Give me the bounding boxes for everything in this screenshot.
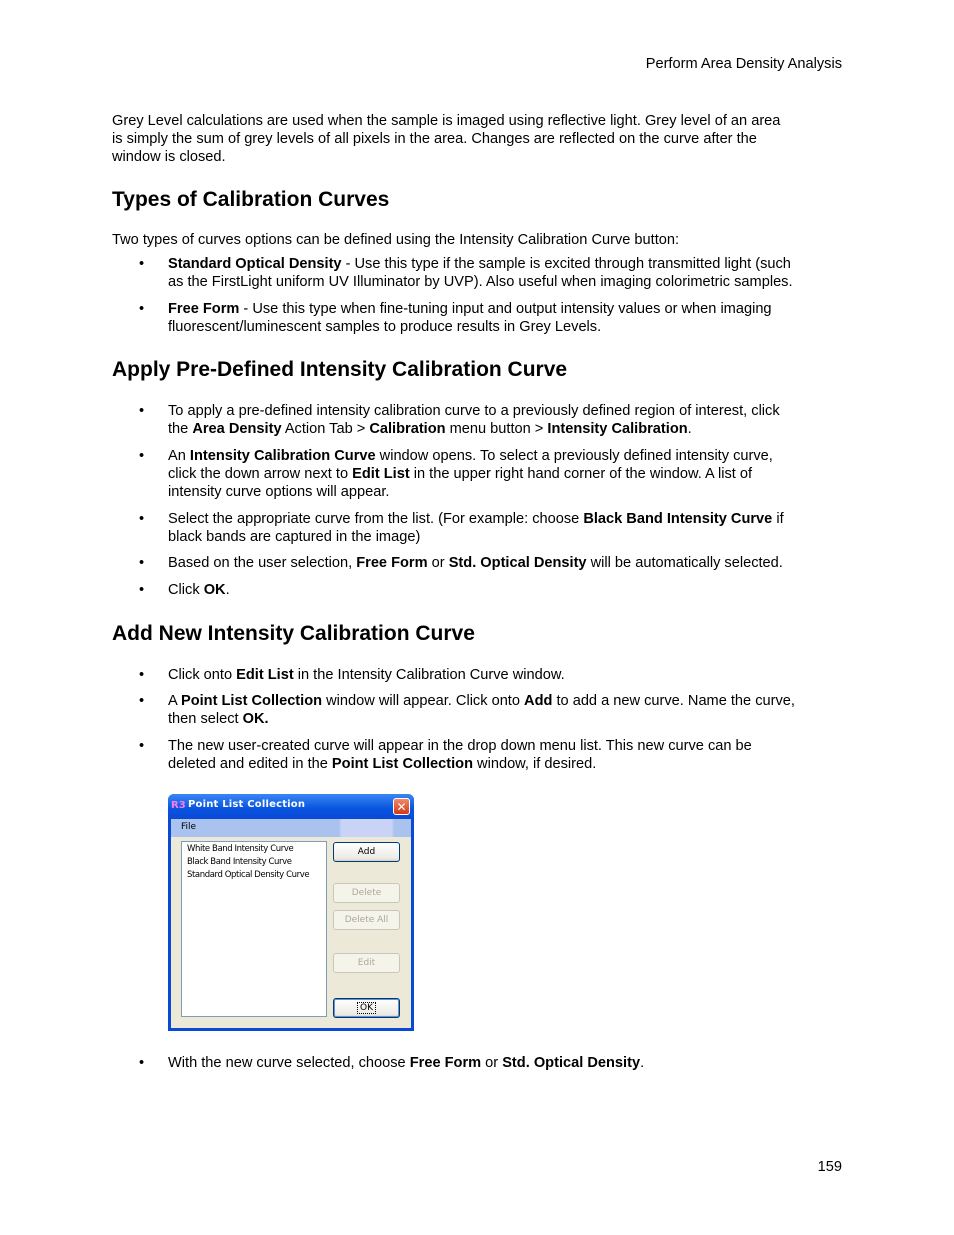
list-item[interactable]: White Band Intensity Curve xyxy=(187,844,294,854)
term: Intensity Calibration Curve xyxy=(189,448,376,464)
item-text: An xyxy=(168,448,190,464)
item-text: to add a new curve. Name the curve, xyxy=(552,693,795,709)
delete-all-button[interactable]: Delete All xyxy=(333,910,400,930)
item-text: Based on the user selection, xyxy=(168,555,357,571)
item-text: . xyxy=(225,582,230,598)
term: Intensity Calibration xyxy=(547,421,688,437)
term: Standard Optical Density xyxy=(168,256,342,272)
item-text: in the upper right hand corner of the window. A list of xyxy=(409,466,753,482)
term: Free Form xyxy=(168,301,240,317)
delete-button[interactable]: Delete xyxy=(333,883,400,903)
item-text: then select xyxy=(168,711,243,727)
bullet: • xyxy=(139,403,145,419)
list-item xyxy=(139,510,842,546)
item-text: A xyxy=(168,693,181,709)
menu-bar xyxy=(171,819,411,837)
item-text: With the new curve selected, choose xyxy=(168,1055,410,1071)
item-text: click the down arrow next to xyxy=(168,466,353,482)
item-text: or xyxy=(481,1055,503,1071)
list-item[interactable]: Black Band Intensity Curve xyxy=(187,857,292,867)
add-button[interactable]: Add xyxy=(333,842,400,862)
term: Std. Optical Density xyxy=(502,1055,641,1071)
bullet: • xyxy=(139,301,145,317)
term: OK xyxy=(203,582,226,598)
edit-button[interactable]: Edit xyxy=(333,953,400,973)
item-text: Click onto xyxy=(168,667,237,683)
item-text: as the FirstLight uniform UV Illuminator by UVP). Also useful when imaging colorimetric samples. xyxy=(168,274,793,290)
item-text: intensity curve options will appear. xyxy=(168,484,390,500)
term: Edit List xyxy=(352,466,410,482)
term: Point List Collection xyxy=(180,693,323,709)
curve-listbox[interactable] xyxy=(181,841,327,1017)
list-item xyxy=(139,402,842,438)
item-text: window, if desired. xyxy=(473,756,597,772)
term: Edit List xyxy=(236,667,294,683)
item-text: window will appear. Click onto xyxy=(322,693,525,709)
item-text: window opens. To select a previously defined intensity curve, xyxy=(375,448,773,464)
item-text: in the Intensity Calibration Curve window. xyxy=(293,667,565,683)
item-text: . xyxy=(640,1055,645,1071)
term: Free Form xyxy=(356,555,428,571)
bullet: • xyxy=(139,256,145,272)
section-heading-types: Types of Calibration Curves xyxy=(112,188,390,211)
list-item xyxy=(139,666,842,684)
intro-line: is simply the sum of grey levels of all pixels in the area. Changes are reflected on the curve after the xyxy=(112,131,757,147)
term: OK. xyxy=(242,711,269,727)
window-title: Point List Collection xyxy=(188,799,306,810)
page-number: 159 xyxy=(817,1159,842,1175)
item-text: - Use this type if the sample is excited through transmitted light (such xyxy=(341,256,791,272)
intro-line: window is closed. xyxy=(112,149,226,165)
item-text: the xyxy=(168,421,193,437)
list-item xyxy=(139,300,842,336)
title-bar[interactable] xyxy=(168,794,414,819)
bullet: • xyxy=(139,667,145,683)
item-text: To apply a pre-defined intensity calibration curve to a previously defined region of interest, click xyxy=(168,403,780,419)
point-list-collection-window xyxy=(168,794,414,1031)
intro-paragraph xyxy=(112,112,842,166)
list-item xyxy=(139,1054,842,1072)
list-item xyxy=(139,255,842,291)
item-text: menu button > xyxy=(445,421,548,437)
list-item xyxy=(139,554,842,572)
list-item xyxy=(139,581,842,599)
item-text: The new user-created curve will appear in the drop down menu list. This new curve can be xyxy=(168,738,752,754)
term: Point List Collection xyxy=(331,756,473,772)
item-text: if xyxy=(772,511,784,527)
bullet: • xyxy=(139,1055,145,1071)
intro-line: Grey Level calculations are used when the sample is imaged using reflective light. Grey level of an area xyxy=(112,113,781,129)
item-text: Action Tab > xyxy=(281,421,370,437)
bullet: • xyxy=(139,448,145,464)
menu-file[interactable]: File xyxy=(181,822,197,832)
bullet: • xyxy=(139,738,145,754)
term: Add xyxy=(524,693,553,709)
item-text: Click xyxy=(168,582,204,598)
bullet: • xyxy=(139,555,145,571)
window-client xyxy=(171,819,411,1028)
item-text: or xyxy=(427,555,449,571)
section-heading-apply: Apply Pre-Defined Intensity Calibration Curve xyxy=(112,358,568,381)
item-text: fluorescent/luminescent samples to produce results in Grey Levels. xyxy=(168,319,602,335)
term: Free Form xyxy=(409,1055,482,1071)
list-item xyxy=(139,447,842,501)
bullet: • xyxy=(139,693,145,709)
list-item[interactable]: Standard Optical Density Curve xyxy=(187,870,310,880)
item-text: will be automatically selected. xyxy=(586,555,783,571)
running-header: Perform Area Density Analysis xyxy=(645,56,842,72)
item-text: . xyxy=(687,421,692,437)
bullet: • xyxy=(139,511,145,527)
item-text: deleted and edited in the xyxy=(168,756,332,772)
ok-button[interactable] xyxy=(333,998,400,1018)
term: Black Band Intensity Curve xyxy=(583,511,773,527)
term: Calibration xyxy=(369,421,446,437)
list-item xyxy=(139,737,842,773)
ok-button-label: OK xyxy=(357,1002,376,1014)
types-intro: Two types of curves options can be defined using the Intensity Calibration Curve button: xyxy=(112,232,680,248)
term: Area Density xyxy=(192,421,282,437)
app-icon: R3 xyxy=(171,800,186,811)
item-text: - Use this type when fine-tuning input and output intensity values or when imaging xyxy=(239,301,772,317)
bullet: • xyxy=(139,582,145,598)
section-heading-add: Add New Intensity Calibration Curve xyxy=(112,622,475,645)
item-text: Select the appropriate curve from the list. (For example: choose xyxy=(168,511,584,527)
term: Std. Optical Density xyxy=(448,555,587,571)
list-item xyxy=(139,692,842,728)
close-icon[interactable]: ✕ xyxy=(393,798,410,815)
item-text: black bands are captured in the image) xyxy=(168,529,421,545)
